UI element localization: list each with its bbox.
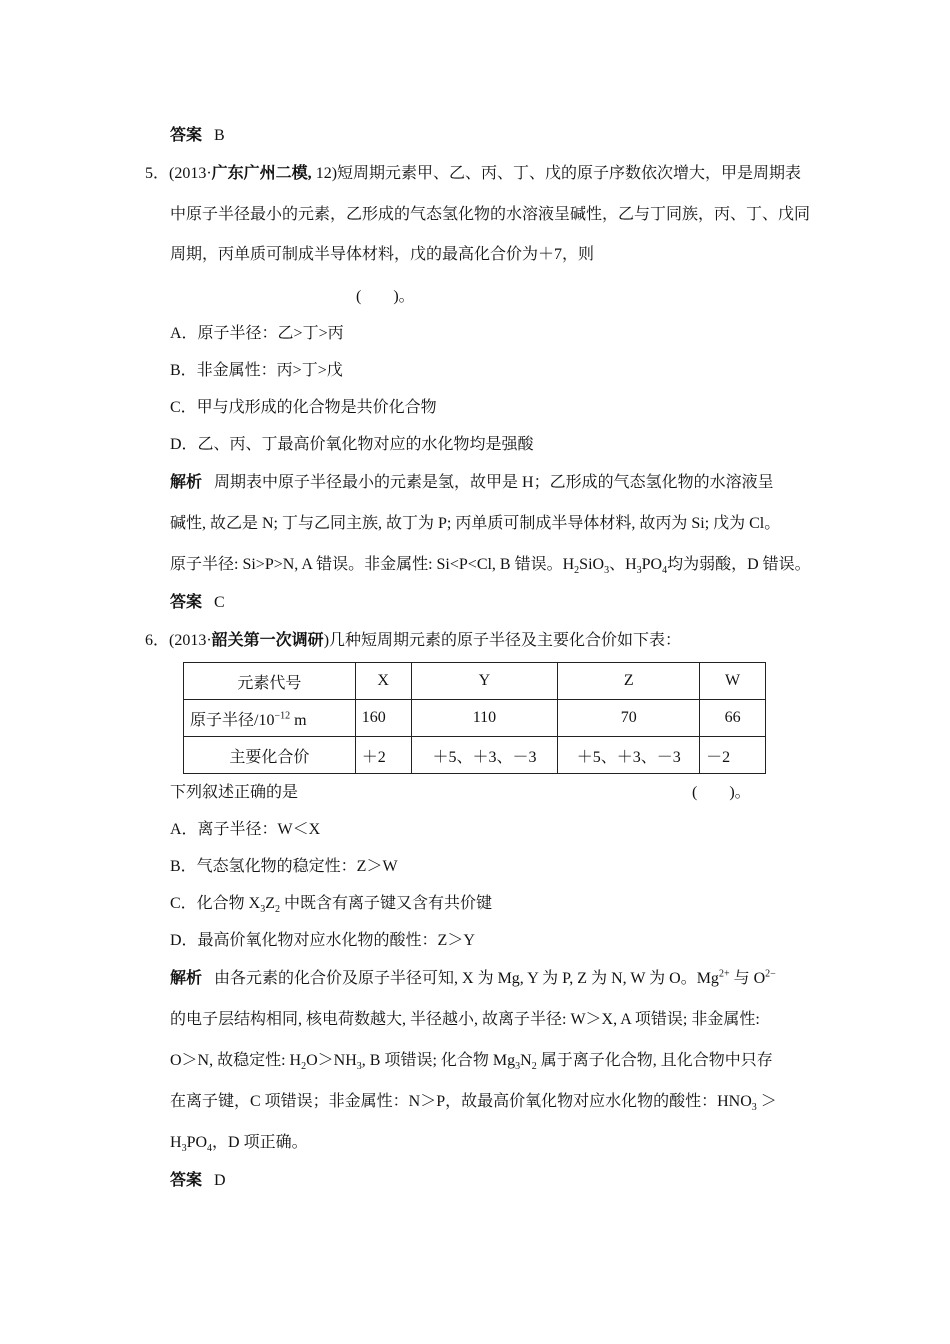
table-header-cell: 元素代号 [184, 663, 356, 700]
q6-option-b: B．气态氢化物的稳定性：Z＞W [170, 858, 398, 875]
q6-analysis-line-5: $H_3PO_4$，D 项正确。 [170, 1134, 308, 1155]
previous-answer [170, 126, 225, 146]
answer-value: B [214, 127, 225, 144]
q5-stem-line-3: 周期，丙单质可制成半导体材料，戊的最高化合价为＋7，则 [170, 246, 595, 263]
q6-stem-text: 几种短周期元素的原子半径及主要化合价如下表： [329, 632, 682, 649]
q5-answer [170, 593, 225, 613]
q6-number: 6． [145, 632, 170, 649]
q6-lead: 下列叙述正确的是 [170, 784, 299, 801]
table-header-cell: Y [411, 663, 558, 700]
table-header-cell: X [355, 663, 411, 700]
answer-label: 答案 [170, 1172, 203, 1189]
q5-stem-text: 短周期元素甲、乙、丙、丁、戊的原子序数依次增大，甲是周期表 [337, 165, 802, 182]
analysis-label: 解析 [170, 970, 203, 987]
answer-value: C [214, 594, 225, 611]
answer-label: 答案 [170, 127, 203, 144]
table-header-cell: Z [558, 663, 700, 700]
q6-analysis-line-1: 解析 由各元素的化合价及原子半径可知, X 为 Mg, Y 为 P, Z 为 N, W 为 O。$Mg^{2+}$ 与 $O^{2-}$ [170, 968, 776, 987]
q6-analysis-line-3: O＞N, 故稳定性: $H_2O>NH_3$, B 项错误; 化合物 $Mg_3N_2$ 属于离子化合物, 且化合物中只存 [170, 1052, 773, 1073]
q5-stem-line-2: 中原子半径最小的元素，乙形成的气态氢化物的水溶液呈碱性，乙与丁同族，丙、丁、戊同 [170, 206, 811, 223]
q5-stem-line-1 [145, 164, 801, 184]
q5-option-c: C．甲与戊形成的化合物是共价化合物 [170, 399, 437, 416]
table-cell: 70 [558, 700, 700, 737]
q6-answer-bracket: ( )。 [692, 784, 751, 801]
q6-option-c: C．化合物 $X_3Z_2$ 中既含有离子键又含有共价键 [170, 895, 493, 916]
q5-number: 5． [145, 165, 170, 182]
table-cell: 110 [411, 700, 558, 737]
q6-source: 韶关第一次调研 [211, 632, 324, 649]
q6-option-a: A．离子半径：W＜X [170, 821, 321, 838]
answer-label: 答案 [170, 594, 203, 611]
q5-option-d: D．乙、丙、丁最高价氧化物对应的水化物均是强酸 [170, 436, 534, 453]
row-label-radius: 原子半径$/10^{-12}$ m [184, 700, 356, 737]
row-label-valence: 主要化合价 [184, 737, 356, 774]
q5-option-a: A．原子半径：乙>丁>丙 [170, 325, 344, 342]
q6-answer [170, 1171, 226, 1191]
q5-source-close: 12) [311, 165, 338, 182]
q5-analysis-line-1: 解析 周期表中原子半径最小的元素是氢，故甲是 H；乙形成的气态氢化物的水溶液呈 [170, 474, 774, 491]
answer-value: D [214, 1172, 226, 1189]
q5-analysis-line-2: 碱性, 故乙是 N; 丁与乙同主族, 故丁为 P; 丙单质可制成半导体材料, 故丙为 Si; 戊为 Cl。 [170, 515, 781, 532]
table-row [184, 700, 766, 737]
q6-analysis-line-4: 在离子键，C 项错误；非金属性：N＞P，故最高价氧化物对应水化物的酸性：$HNO_3$ ＞ [170, 1093, 777, 1114]
q5-source-open: (2013· [169, 165, 212, 182]
table-cell: －2 [700, 737, 766, 774]
element-table [183, 662, 766, 774]
table-header-cell: W [700, 663, 766, 700]
table-header-row [184, 663, 766, 700]
q6-analysis-line-2: 的电子层结构相同, 核电荷数越大, 半径越小, 故离子半径: W＞X, A 项错误; 非金属性: [170, 1011, 760, 1028]
table-cell: 66 [700, 700, 766, 737]
table-cell: 160 [355, 700, 411, 737]
table-cell: ＋5、＋3、－3 [558, 737, 700, 774]
q6-option-d: D．最高价氧化物对应水化物的酸性：Z＞Y [170, 932, 475, 949]
q5-source: 广东广州二模, [211, 165, 312, 182]
analysis-label: 解析 [170, 474, 203, 491]
q5-option-b: B．非金属性：丙>丁>戊 [170, 362, 343, 379]
table-cell: ＋2 [355, 737, 411, 774]
q5-analysis-line-3: 原子半径: Si>P>N, A 错误。非金属性: Si<P<Cl, B 错误。$H_2SiO_3$、$H_3PO_4$均为弱酸，D 错误。 [170, 556, 811, 577]
table-cell: ＋5、＋3、－3 [411, 737, 558, 774]
q6-stem: 6．(2013·韶关第一次调研)几种短周期元素的原子半径及主要化合价如下表： [145, 632, 682, 649]
q5-answer-bracket: ( )。 [356, 288, 415, 305]
table-row [184, 737, 766, 774]
